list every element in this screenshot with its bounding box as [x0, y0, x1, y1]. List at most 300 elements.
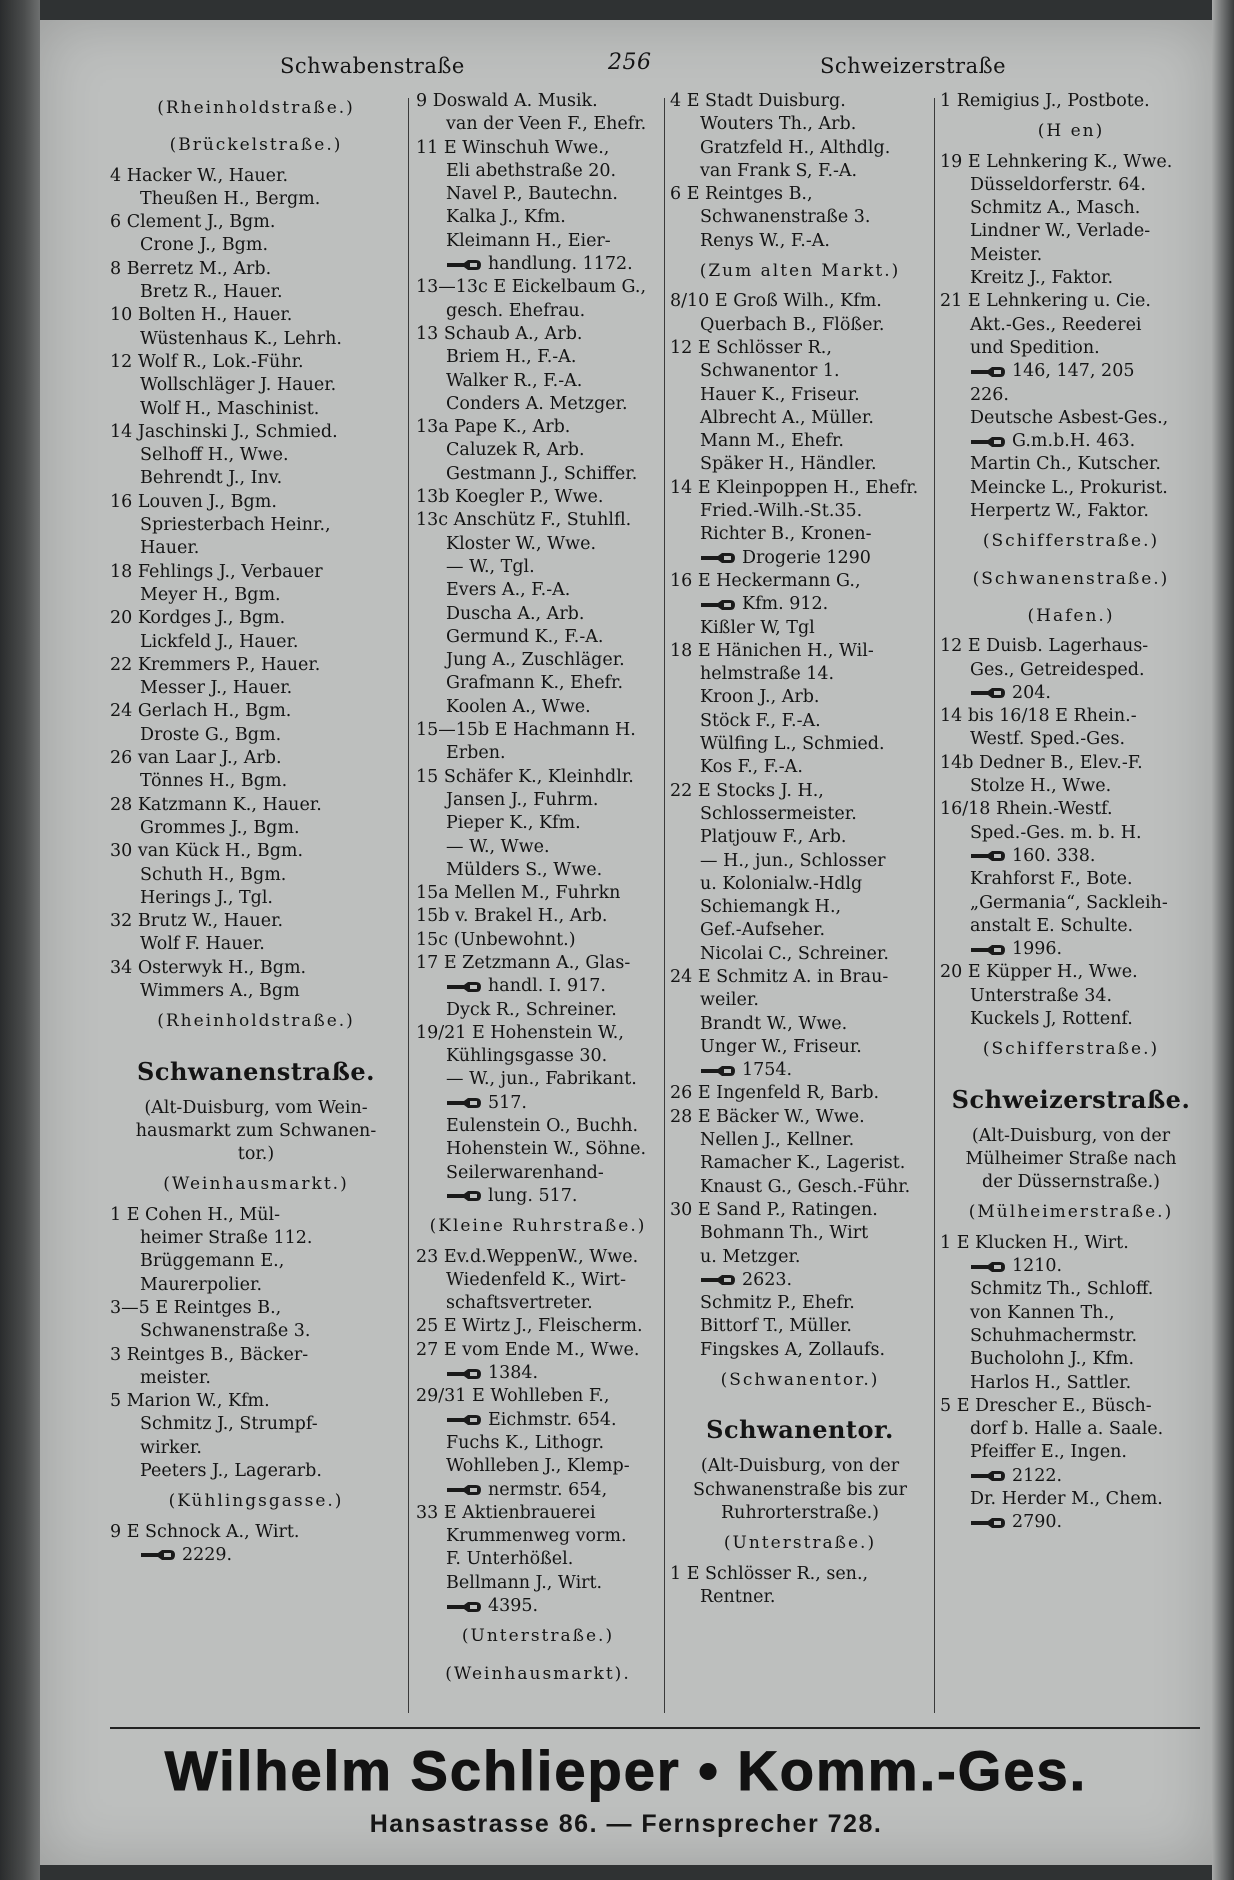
- telephone-icon: [970, 850, 1006, 862]
- telephone-entry: [940, 360, 1202, 383]
- resident-entry: schaftsvertreter.: [446, 1293, 593, 1314]
- telephone-icon: [700, 552, 736, 564]
- telephone-number: 1384.: [488, 1363, 539, 1384]
- resident-entry: — H., jun., Schlosser: [700, 850, 886, 871]
- resident-entry: Gratzfeld H., Althdlg.: [700, 137, 891, 158]
- cross-street-marker: (Zum alten Markt.): [699, 261, 901, 282]
- house-entry: 16 Louven J., Bgm.: [110, 491, 277, 512]
- resident-entry: Seilerwarenhand-: [446, 1162, 604, 1183]
- resident-entry: Renys W., F.-A.: [700, 230, 830, 251]
- resident-entry: Walker R., F.-A.: [446, 370, 583, 391]
- street-description: Mülheimer Straße nach: [965, 1148, 1177, 1169]
- resident-entry: Kühlingsgasse 30.: [446, 1046, 608, 1067]
- cross-street-marker: (Unterstraße.): [461, 1626, 615, 1647]
- resident-entry: Maurerpolier.: [140, 1274, 263, 1295]
- resident-entry: Dyck R., Schreiner.: [446, 999, 617, 1020]
- house-entry: 28 Katzmann K., Hauer.: [110, 794, 322, 815]
- house-entry: 13 Schaub A., Arb.: [416, 323, 583, 344]
- resident-entry: Schiemangk H.,: [700, 897, 842, 918]
- resident-entry: Schuth H., Bgm.: [140, 864, 287, 885]
- telephone-icon: [970, 1470, 1006, 1482]
- cross-street-marker: (Kleine Ruhrstraße.): [429, 1216, 647, 1237]
- telephone-entry: [416, 1362, 660, 1385]
- cross-street-marker: (Schifferstraße.): [982, 531, 1160, 552]
- cross-street-marker: (Schwanentor.): [720, 1370, 880, 1391]
- telephone-number: nermstr. 654,: [488, 1479, 608, 1500]
- resident-entry: Wollschläger J. Hauer.: [140, 375, 337, 396]
- telephone-entry: [416, 1595, 660, 1618]
- resident-entry: Kroon J., Arb.: [700, 687, 820, 708]
- street-description: Ruhrorterstraße.): [721, 1502, 879, 1523]
- footer-rule: [110, 1727, 1200, 1729]
- house-entry: 4 E Stadt Duisburg.: [670, 91, 846, 111]
- cross-street-marker: (Rheinholdstraße.): [157, 1011, 355, 1032]
- resident-entry: helmstraße 14.: [700, 664, 835, 685]
- telephone-entry: [670, 593, 930, 616]
- resident-entry: Kos F., F.-A.: [700, 757, 803, 778]
- resident-entry: Grommes J., Bgm.: [140, 817, 300, 838]
- directory-column-3: [670, 90, 930, 1725]
- street-description: (Alt-Duisburg, von der: [700, 1456, 900, 1477]
- resident-entry: Wouters Th., Arb.: [700, 114, 857, 135]
- telephone-entry: [110, 1544, 402, 1567]
- resident-entry: Bittorf T., Müller.: [700, 1316, 852, 1337]
- telephone-entry: [940, 1465, 1202, 1488]
- page-header: [40, 48, 1212, 82]
- telephone-icon: [446, 259, 482, 271]
- house-entry: 15 Schäfer K., Kleinhdlr.: [416, 766, 634, 787]
- resident-entry: — W., Tgl.: [446, 556, 535, 577]
- resident-entry: Duscha A., Arb.: [446, 603, 585, 624]
- telephone-icon: [446, 1601, 482, 1613]
- house-entry: 13—13c E Eickelbaum G.,: [416, 277, 647, 298]
- house-entry: 3—5 E Reintges B.,: [110, 1297, 282, 1318]
- resident-entry: Bellmann J., Wirt.: [446, 1572, 603, 1593]
- house-entry: 14b Dedner B., Elev.-F.: [940, 752, 1143, 773]
- telephone-entry: [416, 1479, 660, 1502]
- telephone-icon: [446, 1414, 482, 1426]
- resident-entry: Grafmann K., Ehefr.: [446, 673, 624, 694]
- resident-entry: — W., Wwe.: [446, 836, 550, 857]
- resident-entry: Brüggemann E.,: [140, 1251, 285, 1272]
- resident-entry: van der Veen F., Ehefr.: [446, 114, 647, 135]
- house-entry: 19 E Lehnkering K., Wwe.: [940, 151, 1173, 172]
- resident-entry: u. Kolonialw.-Hdlg: [700, 873, 863, 894]
- resident-entry: Schwanenstraße 3.: [140, 1321, 311, 1342]
- resident-entry: Rentner.: [700, 1586, 776, 1607]
- resident-entry: Düsseldorferstr. 64.: [970, 174, 1146, 195]
- resident-entry: Messer J., Hauer.: [140, 678, 293, 699]
- resident-entry: Droste G., Bgm.: [140, 724, 282, 745]
- resident-entry: Bucholohn J., Kfm.: [970, 1349, 1135, 1370]
- resident-entry: von Kannen Th.,: [970, 1302, 1115, 1323]
- street-heading: Schweizerstraße.: [951, 1084, 1191, 1114]
- telephone-number: Eichmstr. 654.: [488, 1409, 617, 1430]
- resident-entry: Harlos H., Sattler.: [970, 1372, 1132, 1393]
- street-description: Schwanenstraße bis zur: [693, 1479, 907, 1500]
- resident-entry: Brandt W., Wwe.: [700, 1013, 848, 1034]
- telephone-number: 517.: [488, 1092, 527, 1113]
- resident-entry: Wüstenhaus K., Lehrh.: [140, 328, 342, 349]
- house-entry: 32 Brutz W., Hauer.: [110, 911, 284, 932]
- cross-street-marker: (Hafen.): [1027, 605, 1115, 626]
- directory-column-1: [110, 90, 402, 1725]
- telephone-entry: [670, 1269, 930, 1292]
- street-description: (Alt-Duisburg, von der: [971, 1125, 1171, 1146]
- street-description: (Alt-Duisburg, vom Wein-: [144, 1097, 368, 1118]
- house-entry: 24 E Schmitz A. in Brau-: [670, 966, 889, 987]
- resident-entry: Gestmann J., Schiffer.: [446, 463, 638, 484]
- telephone-icon: [446, 1368, 482, 1380]
- resident-entry: u. Metzger.: [700, 1246, 801, 1267]
- column-divider: [664, 98, 665, 1713]
- cross-street-marker: (Schwanenstraße.): [972, 568, 1170, 589]
- resident-entry: Pfeiffer E., Ingen.: [970, 1442, 1127, 1463]
- resident-entry: Meyer H., Bgm.: [140, 584, 281, 605]
- column-divider: [408, 98, 409, 1713]
- street-description: hausmarkt zum Schwanen-: [135, 1120, 377, 1141]
- resident-entry: Erben.: [446, 743, 506, 764]
- column-divider: [934, 98, 935, 1713]
- telephone-number: 146, 147, 205: [1012, 361, 1135, 382]
- header-right-street: Schweizerstraße: [820, 54, 1007, 78]
- house-entry: 30 E Sand P., Ratingen.: [670, 1199, 878, 1220]
- house-entry: 12 Wolf R., Lok.-Führ.: [110, 351, 304, 372]
- resident-entry: van Frank S, F.-A.: [700, 160, 858, 181]
- house-entry: 14 Jaschinski J., Schmied.: [110, 421, 338, 442]
- house-entry: 22 Kremmers P., Hauer.: [110, 654, 321, 675]
- house-entry: 8 Berretz M., Arb.: [110, 258, 272, 279]
- house-entry: 33 E Aktienbrauerei: [416, 1502, 596, 1523]
- resident-entry: Meincke L., Prokurist.: [970, 477, 1168, 498]
- resident-entry: Wülfing L., Schmied.: [700, 734, 885, 755]
- resident-entry: Meister.: [970, 244, 1043, 265]
- resident-entry: wirker.: [140, 1437, 202, 1458]
- resident-entry: Briem H., F.-A.: [446, 347, 577, 368]
- resident-entry: Krahforst F., Bote.: [970, 869, 1133, 890]
- resident-entry: Theußen H., Bergm.: [140, 188, 321, 209]
- directory-page: [40, 20, 1212, 1865]
- resident-entry: Selhoff H., Wwe.: [140, 445, 289, 466]
- telephone-icon: [700, 1065, 736, 1077]
- resident-entry: Caluzek R, Arb.: [446, 440, 585, 461]
- resident-entry: Schmitz J., Strumpf-: [140, 1414, 318, 1435]
- resident-entry: Deutsche Asbest-Ges.,: [970, 407, 1169, 428]
- resident-entry: Lickfeld J., Hauer.: [140, 631, 299, 652]
- telephone-number: 1996.: [1012, 939, 1063, 960]
- telephone-number: handlung. 1172.: [488, 254, 633, 275]
- resident-entry: Nicolai C., Schreiner.: [700, 943, 889, 964]
- resident-entry: Stöck F., F.-A.: [700, 710, 821, 731]
- resident-entry: Tönnes H., Bgm.: [140, 771, 288, 792]
- telephone-number: 4395.: [488, 1596, 539, 1616]
- resident-entry: Schwanentor 1.: [700, 361, 840, 382]
- street-description: tor.): [237, 1144, 275, 1165]
- house-entry: 13c Anschütz F., Stuhlfl.: [416, 510, 632, 531]
- resident-entry: Behrendt J., Inv.: [140, 468, 283, 489]
- resident-entry: Ramacher K., Lagerist.: [700, 1153, 906, 1174]
- house-entry: 8/10 E Groß Wilh., Kfm.: [670, 291, 882, 312]
- resident-entry: Kleimann H., Eier-: [446, 230, 611, 251]
- resident-entry: Wolf F. Hauer.: [140, 934, 265, 955]
- telephone-number: Drogerie 1290: [742, 547, 871, 568]
- resident-entry: Bohmann Th., Wirt: [700, 1223, 869, 1244]
- house-entry: 26 E Ingenfeld R, Barb.: [670, 1083, 880, 1104]
- resident-entry: weiler.: [700, 990, 759, 1011]
- resident-entry: Fingskes A, Zollaufs.: [700, 1339, 886, 1360]
- telephone-icon: [446, 1190, 482, 1202]
- advertisement-title: Wilhelm Schlieper • Komm.-Ges.: [164, 1739, 1088, 1802]
- house-entry: 25 E Wirtz J., Fleischerm.: [416, 1316, 643, 1337]
- telephone-entry: [940, 682, 1202, 705]
- resident-entry: Hauer.: [140, 538, 200, 559]
- resident-entry: Schmitz Th., Schloff.: [970, 1279, 1154, 1300]
- resident-entry: Fuchs K., Lithogr.: [446, 1432, 605, 1453]
- resident-entry: Crone J., Bgm.: [140, 235, 269, 256]
- resident-entry: Kreitz J., Faktor.: [970, 268, 1114, 289]
- house-entry: 29/31 E Wohlleben F.,: [416, 1386, 610, 1407]
- house-entry: 15—15b E Hachmann H.: [416, 720, 636, 741]
- resident-entry: Eli abethstraße 20.: [446, 160, 617, 181]
- resident-entry: Hauer K., Friseur.: [700, 384, 860, 405]
- house-entry: 26 van Laar J., Arb.: [110, 748, 282, 769]
- resident-entry: Conders A. Metzger.: [446, 393, 628, 414]
- house-entry: 28 E Bäcker W., Wwe.: [670, 1106, 865, 1127]
- telephone-number: handl. I. 917.: [488, 976, 606, 997]
- resident-entry: Schuhmachermstr.: [970, 1325, 1138, 1346]
- resident-entry: Ges., Getreidesped.: [970, 659, 1145, 680]
- house-entry: 1 E Schlösser R., sen.,: [670, 1563, 869, 1584]
- telephone-icon: [970, 1517, 1006, 1529]
- resident-entry: Schwanenstraße 3.: [700, 207, 871, 228]
- telephone-entry: [940, 430, 1202, 453]
- house-entry: 18 E Hänichen H., Wil-: [670, 640, 874, 661]
- resident-entry: Kalka J., Kfm.: [446, 207, 566, 228]
- resident-entry: und Spedition.: [970, 337, 1100, 358]
- telephone-icon: [700, 599, 736, 611]
- telephone-number: G.m.b.H. 463.: [1012, 431, 1136, 452]
- resident-entry: Stolze H., Wwe.: [970, 776, 1112, 797]
- cross-street-marker: (H en): [1037, 121, 1105, 142]
- house-entry: 14 E Kleinpoppen H., Ehefr.: [670, 477, 919, 498]
- house-entry: 30 van Kück H., Bgm.: [110, 841, 304, 862]
- telephone-icon: [970, 436, 1006, 448]
- house-entry: 11 E Winschuh Wwe.,: [416, 137, 610, 158]
- house-entry: 17 E Zetzmann A., Glas-: [416, 952, 631, 973]
- house-entry: 15b v. Brakel H., Arb.: [416, 906, 608, 927]
- resident-entry: Mülders S., Wwe.: [446, 859, 603, 880]
- telephone-icon: [970, 944, 1006, 956]
- house-entry: 23 Ev.d.WeppenW., Wwe.: [416, 1246, 639, 1267]
- telephone-number: Kfm. 912.: [742, 594, 829, 615]
- telephone-entry: [416, 975, 660, 998]
- resident-entry: heimer Straße 112.: [140, 1228, 313, 1249]
- resident-entry: Navel P., Bautechn.: [446, 184, 618, 205]
- house-entry: 20 Kordges J., Bgm.: [110, 608, 286, 629]
- house-entry: 9 E Schnock A., Wirt.: [110, 1521, 300, 1542]
- resident-entry: Kuckels J, Rottenf.: [970, 1008, 1133, 1029]
- telephone-number: 1210.: [1012, 1256, 1063, 1277]
- telephone-number: 2229.: [182, 1544, 233, 1565]
- resident-entry: Späker H., Händler.: [700, 454, 877, 475]
- resident-entry: Fried.-Wilh.-St.35.: [700, 501, 863, 522]
- resident-entry: — W., jun., Fabrikant.: [446, 1069, 637, 1090]
- resident-entry: Jung A., Zuschläger.: [446, 650, 625, 671]
- telephone-icon: [446, 1484, 482, 1496]
- header-left-street: Schwabenstraße: [280, 54, 465, 78]
- telephone-number: lung. 517.: [488, 1185, 578, 1206]
- street-heading: Schwanenstraße.: [137, 1056, 375, 1086]
- house-entry: 20 E Küpper H., Wwe.: [940, 962, 1138, 983]
- house-entry: 5 Marion W., Kfm.: [110, 1391, 270, 1412]
- resident-entry: Richter B., Kronen-: [700, 524, 872, 545]
- telephone-icon: [446, 981, 482, 993]
- resident-entry: Dr. Herder M., Chem.: [970, 1489, 1163, 1510]
- resident-entry: Schmitz A., Masch.: [970, 198, 1141, 219]
- advertisement-address: Hansastrasse 86. — Fernsprecher 728.: [369, 1810, 883, 1838]
- telephone-number: 1754.: [742, 1060, 793, 1081]
- resident-entry: Lindner W., Verlade-: [970, 221, 1151, 242]
- resident-entry: Hohenstein W., Söhne.: [446, 1139, 647, 1160]
- telephone-entry: [416, 1409, 660, 1432]
- house-entry: 19/21 E Hohenstein W.,: [416, 1022, 624, 1043]
- resident-entry: Mann M., Ehefr.: [700, 431, 844, 452]
- house-entry: 5 E Drescher E., Büsch-: [940, 1395, 1152, 1416]
- house-entry: 3 Reintges B., Bäcker-: [110, 1344, 309, 1365]
- house-entry: 24 Gerlach H., Bgm.: [110, 701, 292, 722]
- resident-entry: Jansen J., Fuhrm.: [446, 789, 599, 810]
- house-entry: 22 E Stocks J. H.,: [670, 780, 824, 801]
- resident-entry: „Germania“, Sackleih-: [970, 892, 1168, 913]
- resident-entry: Unger W., Friseur.: [700, 1036, 862, 1057]
- page-number: 256: [608, 50, 652, 75]
- house-entry: 1 Remigius J., Postbote.: [940, 91, 1150, 111]
- telephone-icon: [700, 1274, 736, 1286]
- house-entry: 6 Clement J., Bgm.: [110, 212, 276, 233]
- cross-street-marker: (Kühlingsgasse.): [168, 1491, 344, 1512]
- telephone-number: 2122.: [1012, 1465, 1063, 1486]
- house-entry: 1 E Klucken H., Wirt.: [940, 1232, 1129, 1253]
- telephone-entry: [416, 253, 660, 276]
- resident-entry: Querbach B., Flößer.: [700, 314, 885, 335]
- resident-entry: 226.: [970, 384, 1009, 405]
- resident-entry: Herings J., Tgl.: [140, 887, 273, 908]
- telephone-entry: [670, 1059, 930, 1082]
- telephone-entry: [670, 547, 930, 570]
- resident-entry: meister.: [140, 1367, 211, 1388]
- directory-column-2: [416, 90, 660, 1725]
- house-entry: 15c (Unbewohnt.): [416, 929, 576, 950]
- house-entry: 12 E Duisb. Lagerhaus-: [940, 636, 1149, 657]
- resident-entry: Wolf H., Maschinist.: [140, 398, 320, 419]
- resident-entry: Akt.-Ges., Reederei: [970, 314, 1142, 335]
- scan-edge-left: [0, 0, 40, 1880]
- telephone-entry: [940, 938, 1202, 961]
- telephone-entry: [940, 1511, 1202, 1534]
- resident-entry: Schlossermeister.: [700, 803, 857, 824]
- cross-street-marker: (Schifferstraße.): [982, 1039, 1160, 1060]
- telephone-entry: [416, 1092, 660, 1115]
- house-entry: 1 E Cohen H., Mül-: [110, 1204, 281, 1225]
- cross-street-marker: (Weinhausmarkt).: [445, 1663, 631, 1684]
- house-entry: 34 Osterwyk H., Bgm.: [110, 957, 307, 978]
- cross-street-marker: (Brückelstraße.): [169, 135, 343, 156]
- resident-entry: Germund K., F.-A.: [446, 626, 604, 647]
- cross-street-marker: (Unterstraße.): [723, 1533, 877, 1554]
- cross-street-marker: (Rheinholdstraße.): [157, 98, 355, 118]
- resident-entry: Wiedenfeld K., Wirt-: [446, 1269, 627, 1290]
- resident-entry: Evers A., F.-A.: [446, 580, 571, 601]
- resident-entry: Westf. Sped.-Ges.: [970, 729, 1126, 750]
- telephone-entry: [416, 1185, 660, 1208]
- resident-entry: Sped.-Ges. m. b. H.: [970, 822, 1142, 843]
- telephone-icon: [970, 687, 1006, 699]
- street-heading: Schwanentor.: [706, 1415, 894, 1445]
- resident-entry: Pieper K., Kfm.: [446, 813, 581, 834]
- telephone-number: 2623.: [742, 1269, 793, 1290]
- resident-entry: Wohlleben J., Klemp-: [446, 1456, 630, 1477]
- resident-entry: Wimmers A., Bgm: [140, 980, 300, 1001]
- resident-entry: Martin Ch., Kutscher.: [970, 454, 1161, 475]
- resident-entry: Gef.-Aufseher.: [700, 920, 826, 941]
- telephone-icon: [970, 366, 1006, 378]
- telephone-number: 2790.: [1012, 1512, 1063, 1533]
- house-entry: 13a Pape K., Arb.: [416, 417, 571, 438]
- resident-entry: Kißler W, Tgl: [700, 617, 815, 638]
- telephone-number: 204.: [1012, 682, 1051, 703]
- resident-entry: dorf b. Halle a. Saale.: [970, 1419, 1164, 1440]
- telephone-icon: [140, 1549, 176, 1561]
- cross-street-marker: (Weinhausmarkt.): [163, 1174, 349, 1195]
- house-entry: 12 E Schlösser R.,: [670, 337, 832, 358]
- house-entry: 16/18 Rhein.-Westf.: [940, 799, 1113, 820]
- resident-entry: Knaust G., Gesch.-Führ.: [700, 1176, 911, 1197]
- house-entry: 16 E Heckermann G.,: [670, 570, 861, 591]
- house-entry: 21 E Lehnkering u. Cie.: [940, 291, 1151, 312]
- resident-entry: Unterstraße 34.: [970, 985, 1113, 1006]
- cross-street-marker: (Mülheimerstraße.): [968, 1202, 1174, 1223]
- telephone-entry: [940, 1255, 1202, 1278]
- house-entry: 27 E vom Ende M., Wwe.: [416, 1339, 640, 1360]
- directory-column-4: [940, 90, 1202, 1725]
- house-entry: 4 Hacker W., Hauer.: [110, 165, 289, 186]
- resident-entry: Krummenweg vorm.: [446, 1526, 627, 1547]
- resident-entry: Spriesterbach Heinr.,: [140, 515, 331, 536]
- house-entry: 6 E Reintges B.,: [670, 184, 813, 205]
- resident-entry: Herpertz W., Faktor.: [970, 501, 1149, 522]
- resident-entry: F. Unterhößel.: [446, 1549, 574, 1570]
- telephone-icon: [970, 1261, 1006, 1273]
- street-description: der Düssernstraße.): [982, 1172, 1160, 1193]
- house-entry: 14 bis 16/18 E Rhein.-: [940, 706, 1137, 727]
- house-entry: 15a Mellen M., Fuhrkn: [416, 883, 621, 904]
- resident-entry: Koolen A., Wwe.: [446, 696, 591, 717]
- resident-entry: Schmitz P., Ehefr.: [700, 1293, 855, 1314]
- scan-edge-right: [1212, 0, 1234, 1880]
- house-entry: 10 Bolten H., Hauer.: [110, 305, 293, 326]
- telephone-icon: [446, 1097, 482, 1109]
- resident-entry: Nellen J., Kellner.: [700, 1130, 855, 1151]
- resident-entry: gesch. Ehefrau.: [446, 300, 586, 321]
- resident-entry: anstalt E. Schulte.: [970, 915, 1134, 936]
- resident-entry: Eulenstein O., Buchh.: [446, 1116, 639, 1137]
- house-entry: 13b Koegler P., Wwe.: [416, 487, 604, 508]
- telephone-number: 160. 338.: [1012, 845, 1096, 866]
- house-entry: 18 Fehlings J., Verbauer: [110, 561, 323, 582]
- telephone-entry: [940, 845, 1202, 868]
- resident-entry: Kloster W., Wwe.: [446, 533, 597, 554]
- house-entry: 9 Doswald A. Musik.: [416, 91, 598, 111]
